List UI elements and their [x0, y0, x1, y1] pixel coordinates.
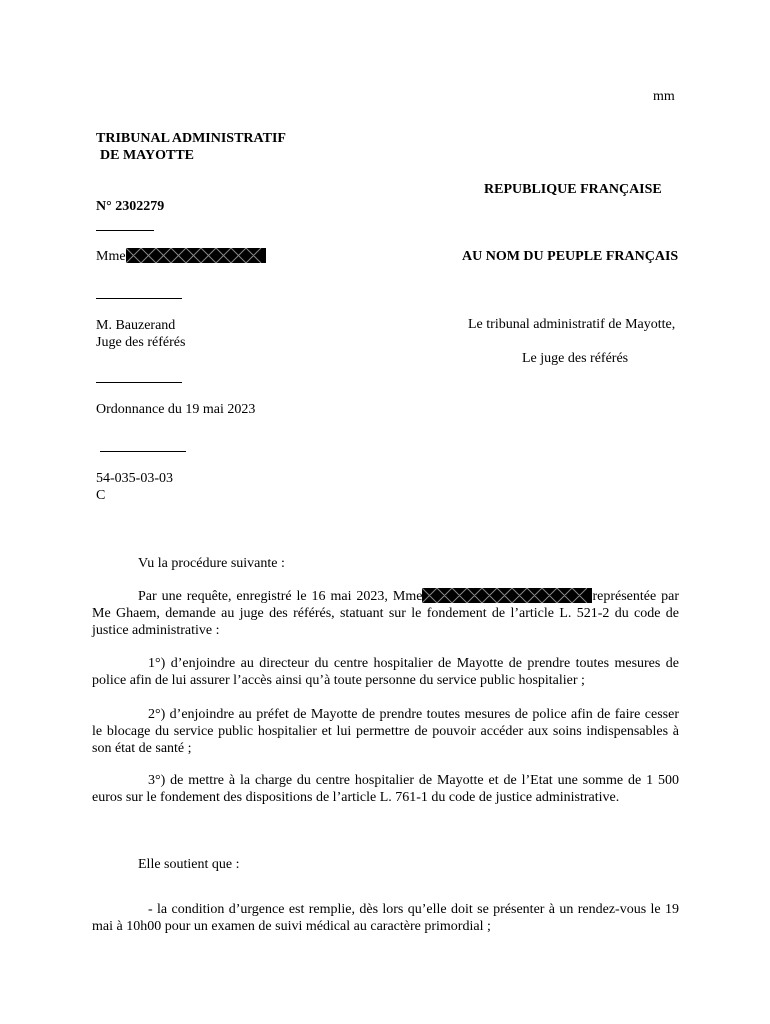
- court-name-line2: DE MAYOTTE: [100, 148, 195, 163]
- republic-heading: REPUBLIQUE FRANÇAISE: [484, 182, 662, 197]
- people-heading: AU NOM DU PEUPLE FRANÇAIS: [462, 249, 679, 264]
- divider: [100, 451, 186, 452]
- vu-line: Vu la procédure suivante :: [138, 556, 285, 571]
- judge-line: Le juge des référés: [522, 351, 629, 366]
- paragraph-injunction-1: 1°) d’enjoindre au directeur du centre hospitalier de Mayotte de prendre toutes mesures de police afin de lui assurer l’accès ainsi qu’à toute personne du service public hospitalier ;: [92, 656, 679, 688]
- soutient-line: Elle soutient que :: [138, 857, 240, 872]
- judge-title: Juge des référés: [96, 335, 186, 350]
- order-date: Ordonnance du 19 mai 2023: [96, 402, 256, 417]
- party-prefix: Mme: [96, 249, 126, 264]
- redaction-box: [126, 248, 266, 263]
- classification-letter: C: [96, 488, 106, 503]
- party-line: [96, 248, 266, 265]
- redaction-box: [422, 588, 592, 603]
- page-mark: mm: [653, 89, 675, 104]
- paragraph-costs: 3°) de mettre à la charge du centre hospitalier de Mayotte et de l’Etat une somme de 1 500 euros sur le fondement des dispositions de l’article L. 761-1 du code de justice administrative.: [92, 773, 679, 805]
- divider: [96, 298, 182, 299]
- classification-code: 54-035-03-03: [96, 471, 173, 486]
- court-name-line1: TRIBUNAL ADMINISTRATIF: [96, 131, 286, 146]
- case-number: N° 2302279: [96, 199, 165, 214]
- paragraph-injunction-2: 2°) d’enjoindre au préfet de Mayotte de prendre toutes mesures de police afin de faire cesser le blocage du service public hospitalier et lui permettre de pouvoir accéder aux soins indispensables à son état de santé ;: [92, 707, 679, 756]
- divider: [96, 382, 182, 383]
- tribunal-line: Le tribunal administratif de Mayotte,: [468, 317, 676, 332]
- divider: [96, 230, 154, 231]
- paragraph-request: Par une requête, enregistré le 16 mai 2023, Mme représentée par Me Ghaem, demande au juge des référés, statuant sur le fondement de l’article L. 521-2 du code de justice administrative :: [92, 589, 680, 638]
- judge-name: M. Bauzerand: [96, 318, 176, 333]
- paragraph-urgency: - la condition d’urgence est remplie, dès lors qu’elle doit se présenter à un rendez-vous le 19 mai à 10h00 pour un examen de suivi médical au caractère primordial ;: [92, 902, 679, 934]
